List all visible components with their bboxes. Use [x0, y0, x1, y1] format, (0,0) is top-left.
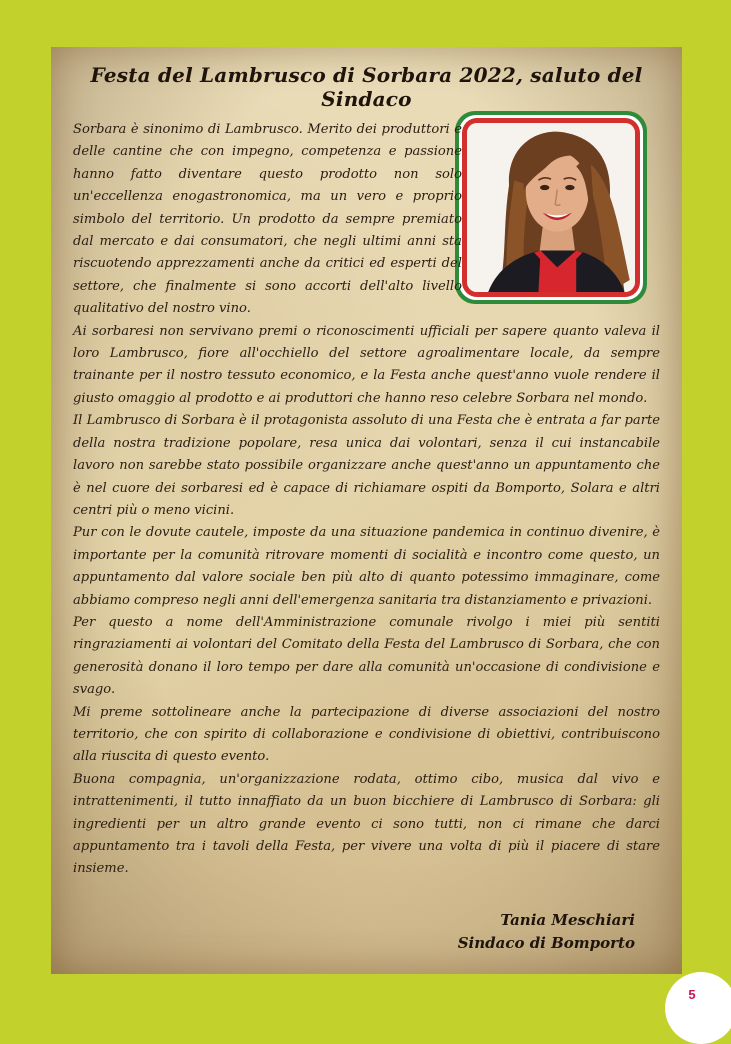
signature-role: Sindaco di Bomporto [457, 934, 635, 952]
paragraph: Ai sorbaresi non servivano premi o riconoscimenti ufficiali per sapere quanto valeva il loro Lambrusco, fiore all'occhiello del settore agroalimentare locale, da sempre trainante per il nostro tessuto economico, e la Festa anche quest'anno vuole rendere il giusto omaggio al prodotto e ai produttori che hanno reso celebre Sorbara nel mondo. [73, 323, 660, 406]
paragraph: Pur con le dovute cautele, imposte da una situazione pandemica in continuo divenire, è importante per la comunità ritrovare momenti di socialità e incontro come questo, un appuntamento dal valore sociale ben più alto di quanto potessimo immaginare, come abbiamo compreso negli anni dell'emergenza sanitaria tra distanziamento e privazioni. [73, 525, 660, 608]
page-number-badge [665, 972, 731, 1044]
letter-body [73, 119, 660, 881]
paragraph: Il Lambrusco di Sorbara è il protagonista assoluto di una Festa che è entrata a far parte della nostra tradizione popolare, resa unica dai volontari, senza il cui instancabile lavoro non sarebbe stato possibile organizzare anche quest'anno un appuntamento che è nel cuore dei sorbaresi ed è capace di richiamare ospiti da Bomporto, Solara e altri centri più o meno vicini. [73, 413, 660, 518]
paragraph: Buona compagnia, un'organizzazione rodata, ottimo cibo, musica dal vivo e intrattenimenti, il tutto innaffiato da un buon bicchiere di Lambrusco di Sorbara: gli ingredienti per un altro grande evento ci sono tutti, non ci rimane che darci appuntamento tra i tavoli della Festa, per vivere una volta di più il piacere di stare insieme. [73, 771, 660, 877]
signature-block [458, 909, 635, 955]
paragraph: Per questo a nome dell'Amministrazione comunale rivolgo i miei più sentiti ringraziamenti ai volontari del Comitato della Festa del Lambrusco di Sorbara, che con generosità donano il loro tempo per dare alla comunità un'occasione di condivisione e svago. [73, 614, 660, 698]
parchment-panel [51, 47, 682, 974]
paragraph: Sorbara è sinonimo di Lambrusco. Merito dei produttori e delle cantine che con impegno, competenza e passione hanno fatto diventare questo prodotto non solo un'eccellenza enogastronomica, ma un vero e proprio simbolo del territorio. Un prodotto da sempre premiato dal mercato e dai consumatori, che negli ultimi anni sta riscuotendo apprezzamenti anche da critici ed esperti del settore, che finalmente si sono accorti dell'alto livello qualitativo del nostro vino. [73, 122, 462, 317]
paragraph: Mi preme sottolineare anche la partecipazione di diverse associazioni del nostro territorio, che con spirito di collaborazione e condivisione di obiettivi, contribuiscono alla riuscita di questo evento. [73, 704, 660, 765]
page-number: 5 [688, 987, 696, 1002]
signature-name: Tania Meschiari [500, 911, 635, 929]
photo-wrap-spacer [462, 119, 660, 315]
page-title: Festa del Lambrusco di Sorbara 2022, saluto del Sindaco [90, 63, 643, 111]
